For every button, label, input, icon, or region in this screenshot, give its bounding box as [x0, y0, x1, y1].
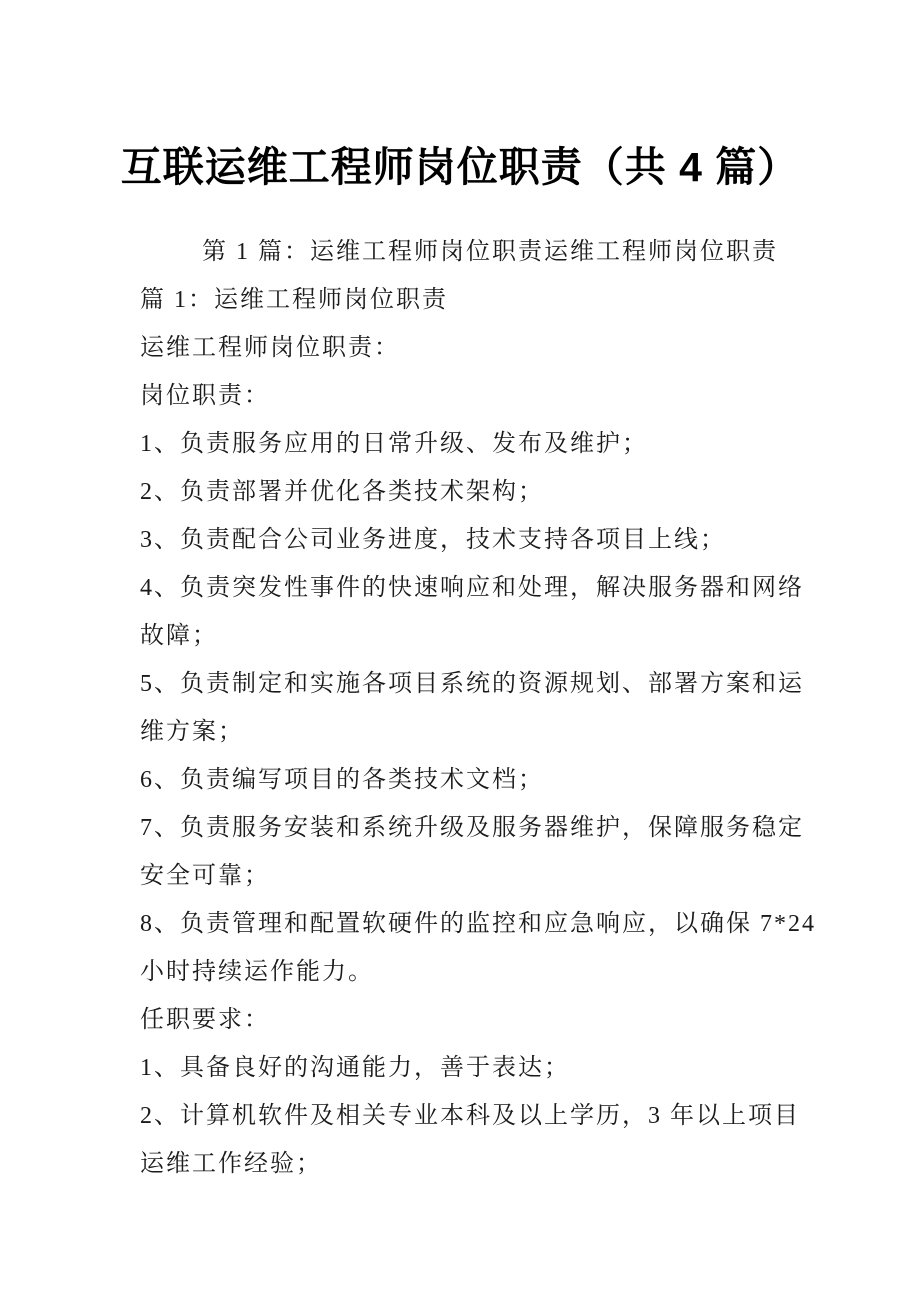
- text-line: 2、计算机软件及相关专业本科及以上学历，3 年以上项目: [140, 1103, 800, 1130]
- text-line: 安全可靠；: [140, 863, 270, 890]
- document-body: [140, 228, 816, 1188]
- text-line: 小时持续运作能力。: [140, 959, 374, 986]
- text-line: 5、负责制定和实施各项目系统的资源规划、部署方案和运: [140, 671, 804, 698]
- text-line: 6、负责编写项目的各类技术文档；: [140, 767, 544, 794]
- text-line: 第 1 篇：运维工程师岗位职责运维工程师岗位职责: [202, 239, 778, 266]
- text-line: 4、负责突发性事件的快速响应和处理，解决服务器和网络: [140, 575, 804, 602]
- text-line: 2、负责部署并优化各类技术架构；: [140, 479, 544, 506]
- text-line: 运维工作经验；: [140, 1151, 322, 1178]
- text-line: 7、负责服务安装和系统升级及服务器维护，保障服务稳定: [140, 815, 804, 842]
- text-line: 任职要求：: [140, 1007, 270, 1034]
- text-line: 篇 1：运维工程师岗位职责: [140, 287, 448, 314]
- text-line: 3、负责配合公司业务进度，技术支持各项目上线；: [140, 527, 726, 554]
- text-line: 维方案；: [140, 719, 244, 746]
- text-line: 1、具备良好的沟通能力，善于表达；: [140, 1055, 570, 1082]
- text-line: 8、负责管理和配置软硬件的监控和应急响应，以确保 7*24: [140, 911, 816, 938]
- text-line: 运维工程师岗位职责：: [140, 335, 400, 362]
- text-line: 1、负责服务应用的日常升级、发布及维护；: [140, 431, 648, 458]
- document-title: 互联运维工程师岗位职责（共 4 篇）: [120, 144, 800, 190]
- text-line: 故障；: [140, 623, 218, 650]
- text-line: 岗位职责：: [140, 383, 270, 410]
